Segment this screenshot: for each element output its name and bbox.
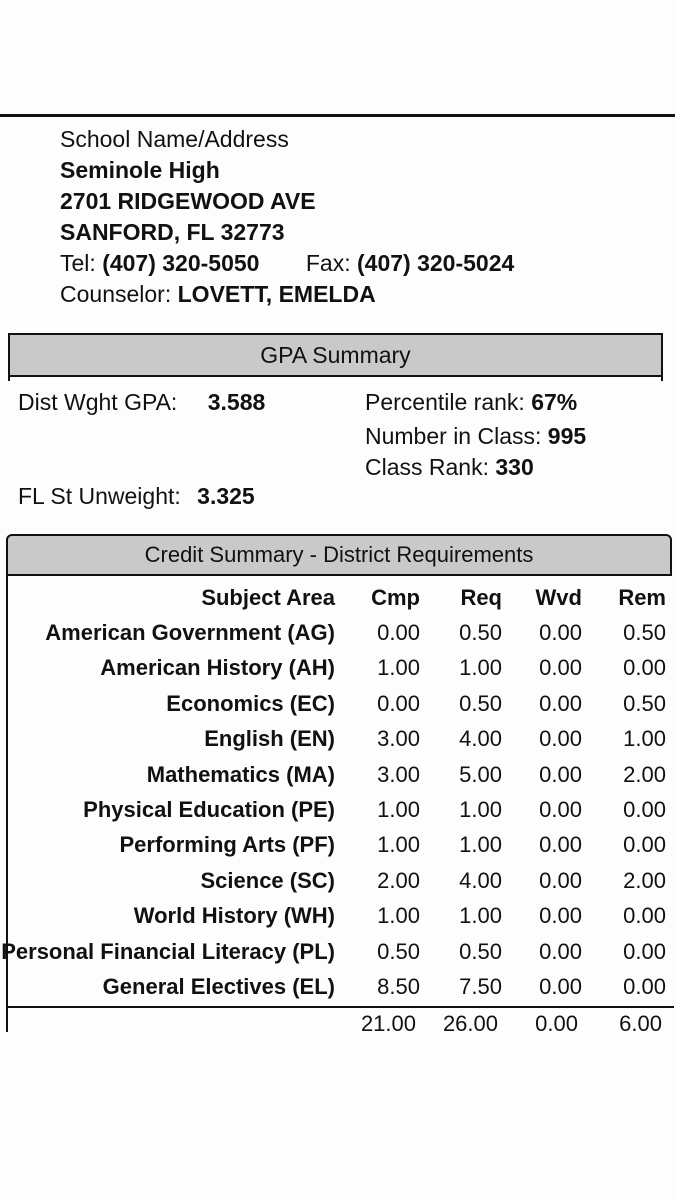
total-cmp: 21.00 <box>360 1011 416 1036</box>
cell-req: 5.00 <box>459 761 502 787</box>
fax-label: Fax: <box>305 250 351 276</box>
total-wvd: 0.00 <box>535 1011 578 1036</box>
cell-subject-area: Physical Education (PE) <box>83 797 335 823</box>
percentile-rank-label: Percentile rank: <box>365 389 525 415</box>
cell-cmp: 2.00 <box>377 867 420 893</box>
fl-unweight-label: FL St Unweight: <box>18 483 181 509</box>
cell-rem: 0.00 <box>623 655 666 681</box>
cell-wvd: 0.00 <box>539 797 582 823</box>
cell-req: 0.50 <box>459 938 502 964</box>
cell-cmp: 1.00 <box>377 797 420 823</box>
cell-subject-area: World History (WH) <box>133 903 335 929</box>
class-rank-label: Class Rank: <box>365 454 489 480</box>
cell-req: 0.50 <box>459 620 502 646</box>
cell-wvd: 0.00 <box>539 832 582 858</box>
credit-table-row <box>0 863 666 898</box>
cell-rem: 0.50 <box>623 690 666 716</box>
totals-divider <box>6 1006 674 1008</box>
school-address-line1: 2701 RIDGEWOOD AVE <box>60 188 316 214</box>
cell-subject-area: Personal Financial Literacy (PL) <box>1 938 335 964</box>
cell-wvd: 0.00 <box>539 655 582 681</box>
cell-subject-area: General Electives (EL) <box>102 973 335 999</box>
cell-req: 0.50 <box>459 690 502 716</box>
cell-subject-area: English (EN) <box>204 726 335 752</box>
total-rem: 6.00 <box>619 1011 662 1036</box>
cell-cmp: 0.50 <box>377 938 420 964</box>
col-rem: Rem <box>618 584 666 610</box>
school-address-line2: SANFORD, FL 32773 <box>60 219 285 245</box>
cell-req: 4.00 <box>459 726 502 752</box>
number-in-class <box>365 423 586 450</box>
credit-table-row <box>0 828 666 863</box>
cell-wvd: 0.00 <box>539 903 582 929</box>
credit-table-row <box>0 722 666 757</box>
credit-table-row <box>0 934 666 969</box>
counselor-label: Counselor: <box>60 281 172 307</box>
class-rank <box>365 454 534 481</box>
credit-table-row <box>0 792 666 827</box>
col-wvd: Wvd <box>535 584 582 610</box>
cell-rem: 0.00 <box>623 797 666 823</box>
school-name: Seminole High <box>60 157 220 183</box>
class-rank-value: 330 <box>495 454 534 480</box>
col-cmp: Cmp <box>371 584 420 610</box>
percentile-rank-value: 67% <box>531 389 578 415</box>
cell-wvd: 0.00 <box>539 726 582 752</box>
number-in-class-label: Number in Class: <box>365 423 542 449</box>
cell-rem: 0.00 <box>623 973 666 999</box>
cell-req: 7.50 <box>459 973 502 999</box>
cell-cmp: 8.50 <box>377 973 420 999</box>
counselor <box>60 279 514 310</box>
cell-rem: 2.00 <box>623 761 666 787</box>
credit-table-row <box>0 651 666 686</box>
cell-cmp: 1.00 <box>377 903 420 929</box>
dist-wght-gpa-value: 3.588 <box>207 389 266 415</box>
percentile-rank <box>365 389 577 416</box>
col-req: Req <box>460 584 502 610</box>
cell-cmp: 3.00 <box>377 726 420 752</box>
cell-wvd: 0.00 <box>539 620 582 646</box>
credit-table-header-row <box>0 580 666 615</box>
counselor-value: LOVETT, EMELDA <box>177 281 376 307</box>
cell-subject-area: Mathematics (MA) <box>146 761 335 787</box>
cell-rem: 0.00 <box>623 903 666 929</box>
cell-wvd: 0.00 <box>539 938 582 964</box>
credit-table-row <box>0 899 666 934</box>
tel-value: (407) 320-5050 <box>102 250 260 276</box>
school-contact <box>60 248 514 279</box>
cell-rem: 1.00 <box>623 726 666 752</box>
school-header-label: School Name/Address <box>60 126 289 152</box>
credit-table-row <box>0 757 666 792</box>
cell-cmp: 0.00 <box>377 620 420 646</box>
cell-req: 1.00 <box>459 797 502 823</box>
dist-wght-gpa <box>18 389 265 416</box>
credit-summary-header: Credit Summary - District Requirements <box>6 534 672 576</box>
credit-table-row <box>0 686 666 721</box>
cell-subject-area: Science (SC) <box>200 867 335 893</box>
dist-wght-gpa-label: Dist Wght GPA: <box>18 389 178 415</box>
cell-cmp: 3.00 <box>377 761 420 787</box>
gpa-summary-header: GPA Summary <box>8 333 663 377</box>
cell-wvd: 0.00 <box>539 761 582 787</box>
school-info <box>60 124 514 310</box>
gpa-frame <box>8 377 10 381</box>
fax-value: (407) 320-5024 <box>357 250 515 276</box>
tel-label: Tel: <box>60 250 96 276</box>
cell-cmp: 1.00 <box>377 832 420 858</box>
col-subject-area: Subject Area <box>201 584 335 610</box>
cell-wvd: 0.00 <box>539 690 582 716</box>
total-req: 26.00 <box>442 1011 498 1036</box>
cell-subject-area: American Government (AG) <box>45 620 335 646</box>
top-divider <box>0 114 675 117</box>
cell-rem: 0.00 <box>623 832 666 858</box>
credit-table-row <box>0 615 666 650</box>
cell-req: 1.00 <box>459 903 502 929</box>
fl-unweight-value: 3.325 <box>197 483 255 509</box>
credit-summary-table <box>0 580 666 1005</box>
cell-subject-area: American History (AH) <box>100 655 335 681</box>
cell-wvd: 0.00 <box>539 973 582 999</box>
cell-rem: 2.00 <box>623 867 666 893</box>
number-in-class-value: 995 <box>547 423 587 449</box>
cell-subject-area: Economics (EC) <box>166 690 335 716</box>
cell-subject-area: Performing Arts (PF) <box>119 832 335 858</box>
cell-req: 4.00 <box>459 867 502 893</box>
cell-wvd: 0.00 <box>539 867 582 893</box>
cell-cmp: 1.00 <box>377 655 420 681</box>
fl-unweight-gpa <box>18 483 255 510</box>
cell-req: 1.00 <box>459 832 502 858</box>
cell-rem: 0.50 <box>623 620 666 646</box>
cell-rem: 0.00 <box>623 938 666 964</box>
gpa-frame <box>661 377 663 381</box>
cell-req: 1.00 <box>459 655 502 681</box>
credit-table-row <box>0 969 666 1004</box>
cell-cmp: 0.00 <box>377 690 420 716</box>
